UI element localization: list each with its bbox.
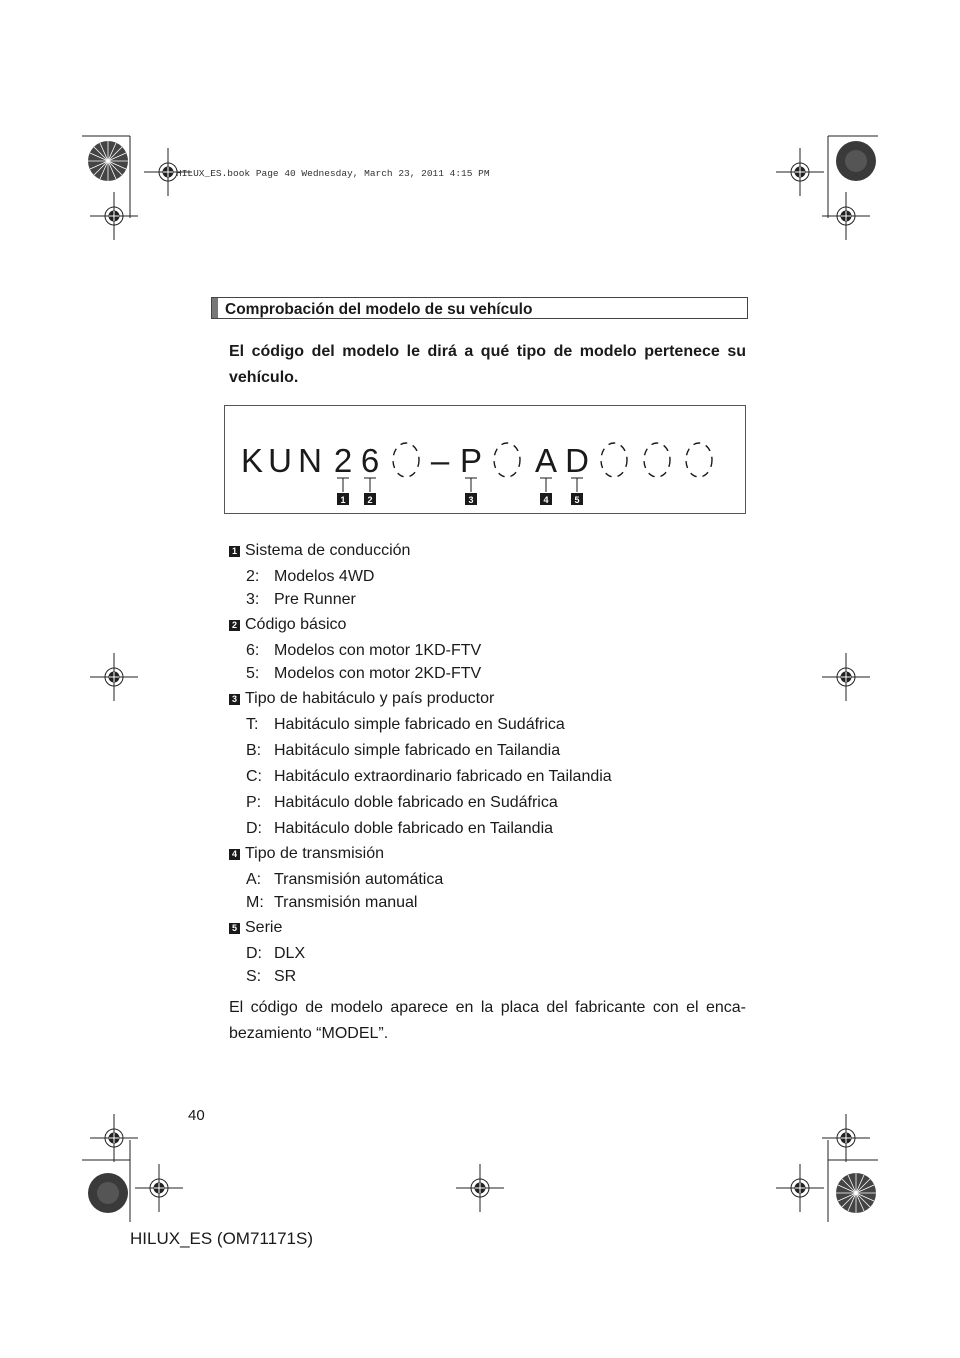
page-number: 40 [188, 1107, 205, 1124]
legend-item-heading [229, 919, 282, 937]
model-code-figure [225, 406, 745, 513]
legend-entry-text: Habitáculo simple fabricado en Sudáfrica [274, 716, 565, 733]
legend-entry-text: Modelos 4WD [274, 568, 375, 585]
legend-entry [246, 742, 560, 760]
legend-item-title: Código básico [245, 616, 347, 633]
legend-entry-key: T: [246, 716, 259, 733]
code-callout [364, 478, 376, 505]
legend-entry [246, 871, 443, 889]
legend-entry-text: Habitáculo doble fabricado en Tailandia [274, 820, 554, 837]
legend-entry-text: Habitáculo extraordinario fabricado en Tailandia [274, 768, 612, 785]
legend-item-title: Sistema de conducción [245, 542, 411, 559]
code-placeholder-slot [601, 443, 627, 477]
legend-entry [246, 642, 481, 660]
callout-number: 1 [340, 495, 346, 505]
gray-target-icon [834, 139, 878, 183]
code-character: A [534, 442, 558, 479]
legend-item-title: Serie [245, 919, 283, 936]
legend-number-badge: 3 [229, 694, 240, 705]
legend-entry-text: Transmisión automática [274, 871, 444, 888]
legend-entry [246, 591, 356, 609]
code-character: K [240, 442, 264, 479]
legend-entry-key: 5: [246, 665, 260, 682]
callout-number: 5 [574, 495, 580, 505]
legend-entry [246, 968, 296, 986]
legend-entry-key: S: [246, 968, 262, 985]
callout-number: 4 [543, 495, 549, 505]
legend-number-badge: 5 [229, 923, 240, 934]
registration-mark-icon [455, 1163, 505, 1213]
code-callout [571, 478, 583, 505]
code-callout [540, 478, 552, 505]
footer-paragraph: El código de modelo aparece en la placa del fabricante con el enca-bezamiento “MODEL”. [229, 999, 746, 1042]
code-character: U [268, 442, 292, 479]
registration-mark-icon [134, 1163, 184, 1213]
legend-entry-key: P: [246, 794, 262, 811]
legend-entry-key: 2: [246, 568, 260, 585]
registration-mark-icon [89, 191, 139, 241]
legend-item-heading [229, 542, 410, 560]
legend-entry-text: DLX [274, 945, 306, 962]
gray-target-icon [86, 1171, 130, 1215]
registration-mark-icon [821, 191, 871, 241]
legend-entry-text: Pre Runner [274, 591, 356, 608]
legend-item-title: Tipo de habitáculo y país productor [245, 690, 495, 707]
registration-mark-icon [821, 1113, 871, 1163]
print-stamp: HILUX_ES.book Page 40 Wednesday, March 23, 2011 4:15 PM [176, 168, 490, 179]
legend-entry-text: Habitáculo simple fabricado en Tailandia [274, 742, 561, 759]
legend-number-badge: 4 [229, 849, 240, 860]
legend-entry [246, 894, 417, 912]
legend-entry [246, 768, 612, 786]
code-character: 2 [333, 442, 353, 479]
code-placeholder-slot [393, 443, 419, 477]
code-character: D [565, 442, 589, 479]
code-callout [465, 478, 477, 505]
legend-number-badge: 2 [229, 620, 240, 631]
legend-item-title: Tipo de transmisión [245, 845, 385, 862]
legend-entry-key: D: [246, 945, 262, 962]
code-character: N [298, 442, 322, 479]
legend-entry-text: Modelos con motor 1KD-FTV [274, 642, 482, 659]
registration-mark-icon [775, 1163, 825, 1213]
legend-entry-key: 6: [246, 642, 260, 659]
intro-paragraph: El código del modelo le dirá a qué tipo de modelo pertenece su vehículo. [229, 343, 746, 386]
code-placeholder-slot [644, 443, 670, 477]
legend-entry [246, 665, 481, 683]
legend-number-badge: 1 [229, 546, 240, 557]
legend-item-heading [229, 845, 384, 863]
legend-entry-key: 3: [246, 591, 260, 608]
legend-entry [246, 568, 374, 586]
section-header [211, 297, 748, 319]
callout-number: 3 [468, 495, 474, 505]
starburst-target-icon [834, 1171, 878, 1215]
legend-entry-text: Transmisión manual [274, 894, 418, 911]
code-callout [337, 478, 349, 505]
legend-entry-key: C: [246, 768, 262, 785]
legend-entry-text: SR [274, 968, 297, 985]
legend-entry [246, 794, 558, 812]
registration-mark-icon [89, 1113, 139, 1163]
legend-entry-text: Modelos con motor 2KD-FTV [274, 665, 482, 682]
legend-entry-key: B: [246, 742, 262, 759]
legend-entry [246, 716, 565, 734]
legend-entry [246, 945, 305, 963]
callout-number: 2 [367, 495, 373, 505]
legend-entry-key: D: [246, 820, 262, 837]
code-character: 6 [360, 442, 380, 479]
code-placeholder-slot [686, 443, 712, 477]
code-character: P [459, 442, 483, 479]
section-title: Comprobación del modelo de su vehículo [225, 301, 533, 318]
registration-mark-icon [821, 652, 871, 702]
section-header-bar [212, 298, 218, 318]
legend-entry [246, 820, 553, 838]
registration-mark-icon [775, 147, 825, 197]
legend-entry-text: Habitáculo doble fabricado en Sudáfrica [274, 794, 558, 811]
legend-entry-key: M: [246, 894, 264, 911]
starburst-target-icon [86, 139, 130, 183]
legend-item-heading [229, 616, 346, 634]
code-placeholder-slot [494, 443, 520, 477]
model-code-diagram [224, 405, 746, 514]
registration-mark-icon [89, 652, 139, 702]
code-character: – [430, 442, 450, 479]
legend-entry-key: A: [246, 871, 262, 888]
document-code: HILUX_ES (OM71171S) [130, 1229, 313, 1248]
legend-item-heading [229, 690, 494, 708]
